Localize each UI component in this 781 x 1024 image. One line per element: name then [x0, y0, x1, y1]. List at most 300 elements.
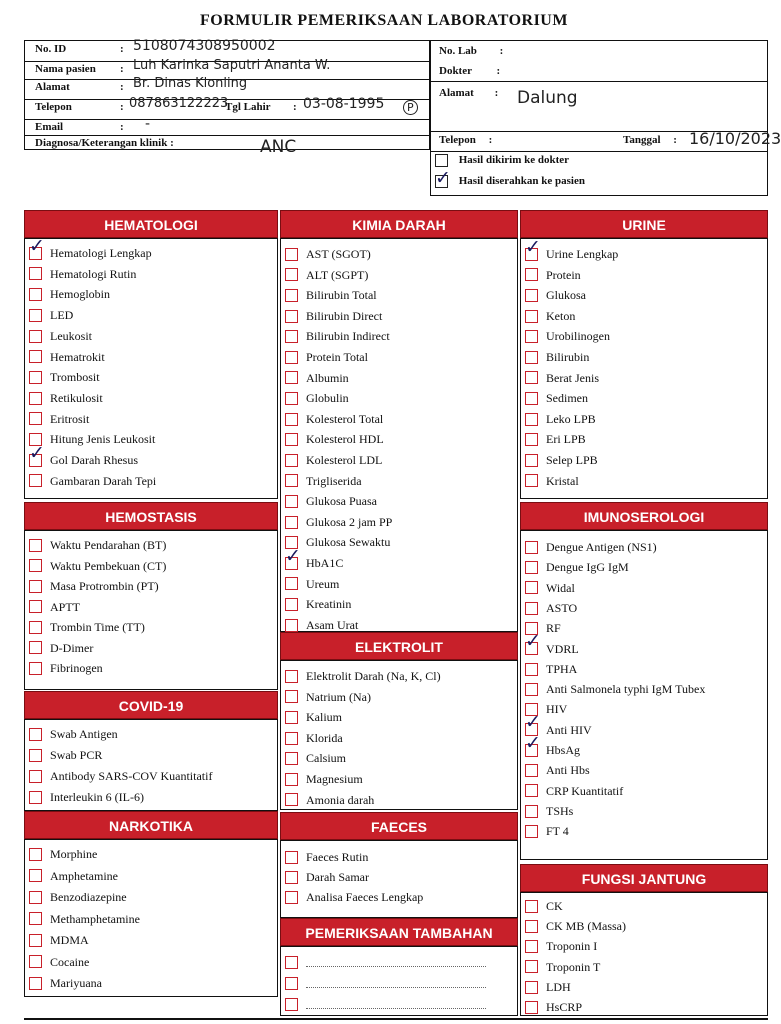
kimia-checkbox[interactable]: [285, 577, 298, 590]
imuno-item[interactable]: [525, 641, 579, 658]
jantung-item-label: CK: [546, 898, 563, 913]
hemostasis-item-label: Masa Protrombin (PT): [50, 578, 159, 593]
hematologi-item-label: Hitung Jenis Leukosit: [50, 432, 156, 447]
imuno-checkbox[interactable]: [525, 825, 538, 838]
urine-item[interactable]: [525, 452, 598, 469]
phone-label: Telepon: [35, 101, 72, 113]
imuno-item-label: Anti HIV: [546, 722, 592, 737]
send-to-doctor-label: Hasil dikirim ke dokter: [458, 154, 570, 167]
jantung-item-label: Troponin T: [546, 959, 601, 974]
hemostasis-checkbox[interactable]: [29, 539, 42, 552]
hematologi-item-label: Retikulosit: [50, 390, 103, 405]
kimia-item[interactable]: [285, 514, 392, 531]
faeces-item[interactable]: [285, 889, 423, 906]
kimia-item[interactable]: [285, 328, 390, 345]
kimia-checkbox[interactable]: [285, 474, 298, 487]
imuno-item[interactable]: [525, 762, 590, 779]
narkotika-checkbox[interactable]: [29, 869, 42, 882]
tambahan-checkbox[interactable]: [285, 956, 298, 969]
dob-value[interactable]: 03-08-1995: [303, 96, 385, 112]
elektrolit-checkbox[interactable]: [285, 690, 298, 703]
hematologi-item[interactable]: [29, 411, 89, 428]
patient-name-value[interactable]: Luh Karinka Saputri Ananta W.: [133, 58, 331, 73]
kimia-item-label: Glukosa 2 jam PP: [306, 514, 393, 529]
kimia-item-label: Trigliserida: [306, 473, 362, 488]
narkotika-panel: [24, 839, 278, 997]
tambahan-checkbox[interactable]: [285, 977, 298, 990]
elektrolit-checkbox[interactable]: [285, 670, 298, 683]
kimia-item[interactable]: [285, 287, 377, 304]
urine-item[interactable]: [525, 411, 596, 428]
phone-value[interactable]: 087863122223: [129, 96, 229, 111]
tambahan-item[interactable]: [285, 975, 486, 992]
urine-checkbox[interactable]: [525, 351, 538, 364]
hemostasis-item[interactable]: [29, 660, 103, 677]
faeces-panel: [280, 840, 518, 918]
kimia-checkbox[interactable]: [285, 351, 298, 364]
jantung-checkbox[interactable]: [525, 1001, 538, 1014]
faeces-checkbox[interactable]: [285, 891, 298, 904]
hematologi-item[interactable]: [29, 369, 100, 386]
narkotika-checkbox[interactable]: [29, 848, 42, 861]
hematologi-checkbox[interactable]: [29, 309, 42, 322]
jantung-checkbox[interactable]: [525, 940, 538, 953]
urine-item-label: Kristal: [546, 473, 579, 488]
imuno-checkbox[interactable]: [525, 642, 538, 655]
imuno-item[interactable]: [525, 783, 623, 800]
urine-item[interactable]: [525, 431, 586, 448]
jantung-item[interactable]: [525, 898, 563, 915]
hemostasis-checkbox[interactable]: [29, 559, 42, 572]
hematologi-checkbox[interactable]: [29, 454, 42, 467]
hematologi-panel: [24, 238, 278, 499]
kimia-item-label: Kreatinin: [306, 596, 352, 611]
kimia-item-label: Asam Urat: [306, 617, 359, 632]
narkotika-header: NARKOTIKA: [24, 811, 278, 839]
kimia-item[interactable]: [285, 596, 351, 613]
kimia-item-label: Bilirubin Total: [306, 287, 377, 302]
covid-checkbox[interactable]: [29, 791, 42, 804]
elektrolit-item[interactable]: [285, 771, 363, 788]
imuno-item[interactable]: [525, 559, 629, 576]
date-value[interactable]: 16/10/2023: [689, 129, 781, 148]
elektrolit-panel: [280, 660, 518, 810]
narkotika-item[interactable]: [29, 932, 89, 949]
urine-checkbox[interactable]: [525, 310, 538, 323]
kimia-item-label: HbA1C: [306, 555, 344, 570]
kimia-checkbox[interactable]: [285, 289, 298, 302]
jantung-item[interactable]: [525, 918, 626, 935]
urine-checkbox[interactable]: [525, 289, 538, 302]
imuno-item-label: CRP Kuantitatif: [546, 783, 624, 798]
imuno-checkbox[interactable]: [525, 663, 538, 676]
imuno-item-label: TPHA: [546, 661, 578, 676]
narkotika-item[interactable]: [29, 911, 140, 928]
give-to-patient-checkbox[interactable]: [435, 175, 448, 188]
elektrolit-item-label: Amonia darah: [306, 792, 375, 807]
urine-item-label: Leko LPB: [546, 411, 596, 426]
urine-item-label: Keton: [546, 308, 576, 323]
imuno-checkbox[interactable]: [525, 683, 538, 696]
kimia-item[interactable]: [285, 555, 343, 572]
hematologi-checkbox[interactable]: [29, 392, 42, 405]
kimia-item[interactable]: [285, 473, 362, 490]
kimia-item[interactable]: [285, 308, 382, 325]
urine-item[interactable]: [525, 390, 588, 407]
hematologi-checkbox[interactable]: [29, 474, 42, 487]
hematologi-item[interactable]: [29, 307, 73, 324]
urine-item-label: Selep LPB: [546, 452, 598, 467]
covid-item[interactable]: [29, 789, 144, 806]
imuno-item-label: ASTO: [546, 600, 578, 615]
jantung-item-label: Troponin I: [546, 939, 598, 954]
urine-checkbox[interactable]: [525, 413, 538, 426]
hematologi-item[interactable]: [29, 245, 152, 262]
jantung-item[interactable]: [525, 959, 600, 976]
urine-item[interactable]: [525, 349, 589, 366]
address-label: Alamat: [35, 81, 70, 93]
kimia-header: KIMIA DARAH: [280, 210, 518, 238]
dob-label: Tgl Lahir: [225, 101, 271, 113]
narkotika-item[interactable]: [29, 846, 97, 863]
imuno-item[interactable]: [525, 742, 580, 759]
urine-item[interactable]: [525, 287, 586, 304]
covid-item[interactable]: [29, 747, 102, 764]
kimia-item[interactable]: [285, 370, 349, 387]
hematologi-checkbox[interactable]: [29, 371, 42, 384]
kimia-checkbox[interactable]: [285, 392, 298, 405]
hemostasis-checkbox[interactable]: [29, 621, 42, 634]
hematologi-item[interactable]: [29, 328, 92, 345]
urine-header: URINE: [520, 210, 768, 238]
elektrolit-checkbox[interactable]: [285, 773, 298, 786]
kimia-item-label: Albumin: [306, 370, 349, 385]
kimia-checkbox[interactable]: [285, 433, 298, 446]
jantung-checkbox[interactable]: [525, 981, 538, 994]
hematologi-checkbox[interactable]: [29, 412, 42, 425]
urine-checkbox[interactable]: [525, 433, 538, 446]
urine-item-label: Eri LPB: [546, 432, 586, 447]
narkotika-checkbox[interactable]: [29, 891, 42, 904]
hemostasis-checkbox[interactable]: [29, 641, 42, 654]
narkotika-item[interactable]: [29, 975, 102, 992]
hematologi-item-label: Hematologi Rutin: [50, 266, 137, 281]
hematologi-item[interactable]: [29, 286, 110, 303]
jantung-checkbox[interactable]: [525, 920, 538, 933]
hemostasis-item[interactable]: [29, 599, 80, 616]
covid-checkbox[interactable]: [29, 728, 42, 741]
faeces-header: FAECES: [280, 812, 518, 840]
covid-item[interactable]: [29, 726, 118, 743]
urine-checkbox[interactable]: [525, 268, 538, 281]
hematologi-item[interactable]: [29, 431, 155, 448]
urine-item-label: Urobilinogen: [546, 329, 610, 344]
hematologi-item[interactable]: [29, 349, 105, 366]
narkotika-item-label: Morphine: [50, 846, 98, 861]
elektrolit-header: ELEKTROLIT: [280, 632, 518, 660]
form-title: FORMULIR PEMERIKSAAN LABORATORIUM: [200, 12, 568, 29]
elektrolit-checkbox[interactable]: [285, 793, 298, 806]
hematologi-item[interactable]: [29, 452, 138, 469]
kimia-checkbox[interactable]: [285, 598, 298, 611]
urine-checkbox[interactable]: [525, 248, 538, 261]
hemostasis-item[interactable]: [29, 619, 145, 636]
elektrolit-item[interactable]: [285, 668, 441, 685]
address-value[interactable]: Br. Dinas Klonling: [133, 76, 248, 91]
imuno-checkbox[interactable]: [525, 744, 538, 757]
jantung-header: FUNGSI JANTUNG: [520, 864, 768, 892]
hematologi-item-label: LED: [50, 307, 74, 322]
urine-item-label: Bilirubin: [546, 349, 590, 364]
imuno-checkbox[interactable]: [525, 602, 538, 615]
imuno-item-label: Anti Salmonela typhi IgM Tubex: [546, 681, 706, 696]
elektrolit-item-label: Klorida: [306, 730, 343, 745]
imuno-checkbox[interactable]: [525, 541, 538, 554]
tambahan-blank-line[interactable]: [306, 999, 486, 1009]
kimia-item-label: Glukosa Sewaktu: [306, 535, 391, 550]
faeces-checkbox[interactable]: [285, 851, 298, 864]
covid-checkbox[interactable]: [29, 749, 42, 762]
hemostasis-header: HEMOSTASIS: [24, 502, 278, 530]
hematologi-item-label: Leukosit: [50, 328, 92, 343]
imuno-checkbox[interactable]: [525, 561, 538, 574]
imuno-item-label: Dengue Antigen (NS1): [546, 539, 657, 554]
elektrolit-item[interactable]: [285, 750, 346, 767]
hematologi-checkbox[interactable]: [29, 288, 42, 301]
narkotika-item[interactable]: [29, 889, 127, 906]
hemostasis-item[interactable]: [29, 640, 93, 657]
kimia-checkbox[interactable]: [285, 619, 298, 632]
date-label: Tanggal: [623, 134, 661, 146]
urine-item-label: Glukosa: [546, 287, 586, 302]
kimia-checkbox[interactable]: [285, 495, 298, 508]
faeces-item-label: Analisa Faeces Lengkap: [306, 889, 424, 904]
jantung-item-label: CK MB (Massa): [546, 918, 626, 933]
imuno-item[interactable]: [525, 681, 705, 698]
kimia-checkbox[interactable]: [285, 310, 298, 323]
kimia-item[interactable]: [285, 349, 368, 366]
imuno-item[interactable]: [525, 803, 573, 820]
jantung-item[interactable]: [525, 979, 571, 996]
hemostasis-checkbox[interactable]: [29, 662, 42, 675]
tambahan-blank-line[interactable]: [306, 957, 486, 967]
hematologi-header: HEMATOLOGI: [24, 210, 278, 238]
jantung-item[interactable]: [525, 938, 597, 955]
hemostasis-item[interactable]: [29, 558, 166, 575]
kimia-panel: [280, 238, 518, 632]
kimia-item-label: Kolesterol Total: [306, 411, 384, 426]
covid-item-label: Interleukin 6 (IL-6): [50, 789, 144, 804]
imuno-item-label: VDRL: [546, 641, 579, 656]
kimia-item[interactable]: [285, 576, 339, 593]
hematologi-item-label: Trombosit: [50, 369, 100, 384]
email-value[interactable]: -: [145, 116, 151, 132]
kimia-item-label: Kolesterol LDL: [306, 452, 383, 467]
doctor-address-value[interactable]: Dalung: [517, 88, 578, 108]
imuno-item[interactable]: [525, 539, 657, 556]
jantung-panel: [520, 892, 768, 1016]
covid-panel: [24, 719, 278, 811]
urine-checkbox[interactable]: [525, 454, 538, 467]
faeces-item[interactable]: [285, 869, 369, 886]
urine-item[interactable]: [525, 328, 610, 345]
narkotika-item[interactable]: [29, 954, 89, 971]
narkotika-item-label: MDMA: [50, 932, 89, 947]
diagnosis-value[interactable]: ANC: [260, 137, 297, 157]
urine-item-label: Sedimen: [546, 390, 588, 405]
imuno-item-label: Dengue IgG IgM: [546, 560, 629, 575]
imuno-item-label: TSHs: [546, 803, 574, 818]
narkotika-checkbox[interactable]: [29, 955, 42, 968]
kimia-checkbox[interactable]: [285, 413, 298, 426]
urine-item[interactable]: [525, 473, 579, 490]
urine-checkbox[interactable]: [525, 371, 538, 384]
tambahan-blank-line[interactable]: [306, 978, 486, 988]
kimia-item-label: Glukosa Puasa: [306, 493, 377, 508]
kimia-item[interactable]: [285, 452, 382, 469]
urine-item-label: Protein: [546, 267, 581, 282]
imuno-item-label: HbsAg: [546, 742, 581, 757]
elektrolit-item[interactable]: [285, 709, 342, 726]
kimia-checkbox[interactable]: [285, 248, 298, 261]
diagnosis-label: Diagnosa/Keterangan klinik :: [35, 137, 174, 149]
lab-number-label: No. Lab: [439, 45, 477, 57]
covid-item-label: Swab PCR: [50, 747, 103, 762]
faeces-checkbox[interactable]: [285, 871, 298, 884]
patient-name-label: Nama pasien: [35, 63, 96, 75]
hematologi-item[interactable]: [29, 473, 156, 490]
doctor-phone-label: Telepon: [439, 134, 476, 146]
hemostasis-item-label: Waktu Pendarahan (BT): [50, 537, 167, 552]
kimia-item-label: AST (SGOT): [306, 246, 371, 261]
narkotika-item-label: Benzodiazepine: [50, 889, 127, 904]
elektrolit-checkbox[interactable]: [285, 711, 298, 724]
jantung-checkbox[interactable]: [525, 960, 538, 973]
hemostasis-item[interactable]: [29, 578, 159, 595]
kimia-checkbox[interactable]: [285, 454, 298, 467]
narkotika-item-label: Amphetamine: [50, 868, 118, 883]
jantung-item-label: LDH: [546, 979, 571, 994]
elektrolit-item-label: Magnesium: [306, 771, 363, 786]
kimia-checkbox[interactable]: [285, 371, 298, 384]
hemostasis-item-label: Trombin Time (TT): [50, 619, 145, 634]
kimia-item[interactable]: [285, 493, 377, 510]
elektrolit-item[interactable]: [285, 689, 371, 706]
kimia-item-label: Bilirubin Indirect: [306, 329, 390, 344]
hematologi-item[interactable]: [29, 390, 103, 407]
narkotika-checkbox[interactable]: [29, 977, 42, 990]
imuno-panel: [520, 530, 768, 860]
kimia-checkbox[interactable]: [285, 557, 298, 570]
hematologi-checkbox[interactable]: [29, 350, 42, 363]
kimia-item[interactable]: [285, 246, 371, 263]
hemostasis-item-label: Waktu Pembekuan (CT): [50, 558, 167, 573]
kimia-checkbox[interactable]: [285, 268, 298, 281]
hematologi-checkbox[interactable]: [29, 247, 42, 260]
urine-checkbox[interactable]: [525, 392, 538, 405]
hemostasis-item-label: Fibrinogen: [50, 660, 103, 675]
urine-item-label: Urine Lengkap: [546, 246, 619, 261]
bottom-rule: [24, 1018, 768, 1020]
send-to-doctor-checkbox[interactable]: [435, 154, 448, 167]
covid-item[interactable]: [29, 768, 212, 785]
hematologi-item[interactable]: [29, 266, 136, 283]
doctor-label: Dokter: [439, 65, 472, 77]
hematologi-item-label: Hematologi Lengkap: [50, 245, 152, 260]
urine-item[interactable]: [525, 370, 599, 387]
hemostasis-checkbox[interactable]: [29, 600, 42, 613]
kimia-item-label: Kolesterol HDL: [306, 432, 384, 447]
faeces-item-label: Faeces Rutin: [306, 849, 369, 864]
imuno-checkbox[interactable]: [525, 784, 538, 797]
urine-checkbox[interactable]: [525, 330, 538, 343]
urine-panel: [520, 238, 768, 499]
sex-value[interactable]: P: [403, 100, 418, 115]
kimia-item[interactable]: [285, 411, 383, 428]
narkotika-item-label: Methamphetamine: [50, 911, 140, 926]
elektrolit-checkbox[interactable]: [285, 752, 298, 765]
doctor-address-label: Alamat: [439, 87, 474, 99]
urine-item[interactable]: [525, 246, 618, 263]
kimia-checkbox[interactable]: [285, 330, 298, 343]
kimia-item[interactable]: [285, 267, 368, 284]
hemostasis-checkbox[interactable]: [29, 580, 42, 593]
imuno-item-label: HIV: [546, 702, 568, 717]
imuno-item[interactable]: [525, 823, 569, 840]
urine-checkbox[interactable]: [525, 474, 538, 487]
narkotika-item[interactable]: [29, 868, 118, 885]
hematologi-item-label: Gambaran Darah Tepi: [50, 473, 157, 488]
urine-item[interactable]: [525, 267, 581, 284]
faeces-item[interactable]: [285, 849, 368, 866]
imuno-checkbox[interactable]: [525, 581, 538, 594]
urine-item-label: Berat Jenis: [546, 370, 599, 385]
urine-item[interactable]: [525, 308, 575, 325]
give-to-patient-label: Hasil diserahkan ke pasien: [458, 175, 585, 188]
hematologi-item-label: Hemoglobin: [50, 287, 110, 302]
jantung-item[interactable]: [525, 999, 582, 1016]
tambahan-header: PEMERIKSAAN TAMBAHAN: [280, 918, 518, 946]
hematologi-item-label: Gol Darah Rhesus: [50, 452, 138, 467]
elektrolit-checkbox[interactable]: [285, 732, 298, 745]
no-id-value[interactable]: 5108074308950002: [133, 38, 276, 54]
elektrolit-item[interactable]: [285, 730, 343, 747]
hematologi-checkbox[interactable]: [29, 330, 42, 343]
tambahan-checkbox[interactable]: [285, 998, 298, 1011]
hemostasis-item[interactable]: [29, 537, 166, 554]
imuno-checkbox[interactable]: [525, 764, 538, 777]
covid-checkbox[interactable]: [29, 770, 42, 783]
imuno-checkbox[interactable]: [525, 805, 538, 818]
imuno-item[interactable]: [525, 600, 577, 617]
kimia-item[interactable]: [285, 431, 384, 448]
imuno-item[interactable]: [525, 661, 577, 678]
hematologi-item-label: Hematrokit: [50, 349, 105, 364]
tambahan-item[interactable]: [285, 954, 486, 971]
kimia-checkbox[interactable]: [285, 516, 298, 529]
elektrolit-item[interactable]: [285, 792, 374, 809]
elektrolit-item-label: Elektrolit Darah (Na, K, Cl): [306, 668, 441, 683]
tambahan-item[interactable]: [285, 996, 486, 1013]
hematologi-checkbox[interactable]: [29, 267, 42, 280]
kimia-item-label: Protein Total: [306, 349, 368, 364]
jantung-checkbox[interactable]: [525, 900, 538, 913]
narkotika-checkbox[interactable]: [29, 934, 42, 947]
kimia-item[interactable]: [285, 390, 349, 407]
narkotika-checkbox[interactable]: [29, 912, 42, 925]
imuno-item-label: RF: [546, 620, 561, 635]
imuno-item[interactable]: [525, 580, 575, 597]
